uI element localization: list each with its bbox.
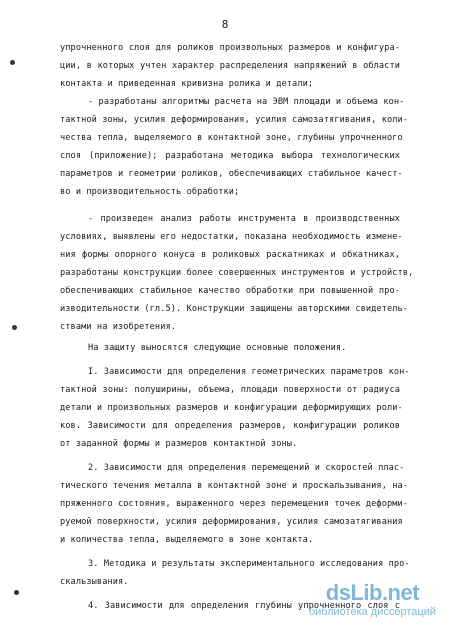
text-line: разработаны конструкции более совершенных инструментов и устройств, [60, 268, 414, 278]
text-line: I. Зависимости для определения геометрических параметров кон- [88, 367, 410, 377]
text-line: - произведен анализ работы инструмента в производственных [88, 214, 400, 224]
text-line: и количества тепла, выделяемого в зоне контакта. [60, 535, 314, 545]
text-line: контакта и приведенная кривизна ролика и детали; [60, 79, 314, 89]
text-line: чества тепла, выделяемого в контактной зоне, глубины упрочненного [60, 133, 403, 143]
text-line: во и производительность обработки; [60, 187, 240, 197]
text-line: - разработаны алгоритмы расчета на ЭВМ площади и объема кон- [88, 97, 405, 107]
text-line: пряженного состояния, выраженного через перемещения точек деформи- [60, 499, 409, 509]
text-line: руемой поверхности, усилия деформирования, усилия самозатягивания [60, 517, 403, 527]
text-line: детали и произвольных размеров и конфигурации деформирующих роли- [60, 403, 403, 413]
text-line: параметров и геометрии роликов, обеспечивающих стабильное качест- [60, 169, 403, 179]
text-line: изводительности (гл.5). Конструкции защищены авторскими свидетель- [60, 304, 409, 314]
watermark-logo: dsLib.net [325, 580, 420, 605]
text-line: На защиту выносятся следующие основные положения. [88, 343, 347, 353]
text-line: 3. Методика и результаты экспериментального исследования про- [88, 559, 410, 569]
text-line: упрочненного слоя для роликов произвольных размеров и конфигура- [60, 43, 400, 53]
text-line: условиях, выявлены его недостатки, показана необходимость измене- [60, 232, 403, 242]
text-line: ков. Зависимости для определения размеров, конфигурации роликов [60, 421, 400, 431]
text-line: обеспечивающих стабильное качество обработки при повышенной про- [60, 286, 400, 296]
text-line: 4. Зависимости для определения глубины упрочненного слоя с [88, 601, 400, 611]
text-line: скальзывания. [60, 577, 129, 587]
text-line: ции, в которых учтен характер распределения напряжений в области [60, 61, 400, 71]
text-line: тического течения металла в контактной зоне и проскальзывания, на- [60, 481, 409, 491]
text-line: от заданной формы и размеров контактной зоны. [60, 439, 298, 449]
text-line: слоя (приложение); разработана методика выбора технологических [60, 151, 400, 161]
margin-mark [14, 590, 19, 595]
watermark-subtitle: библиотека диссертаций [308, 606, 436, 618]
margin-mark [10, 60, 15, 65]
margin-mark [12, 325, 17, 330]
text-line: 2. Зависимости для определения перемещений и скоростей плас- [88, 463, 405, 473]
page-number: 8 [221, 18, 229, 31]
watermark [309, 580, 436, 618]
text-line: ствами на изобретения. [60, 322, 177, 332]
text-line: тактной зоны, усилия деформирования, усилия самозатягивания, коли- [60, 115, 409, 125]
text-line: ния формы опорного конуса в роликовых раскатниках и обкатниках, [60, 250, 400, 260]
text-line: тактной зоны: полуширины, объема, площади поверхности от радиуса [60, 385, 400, 395]
